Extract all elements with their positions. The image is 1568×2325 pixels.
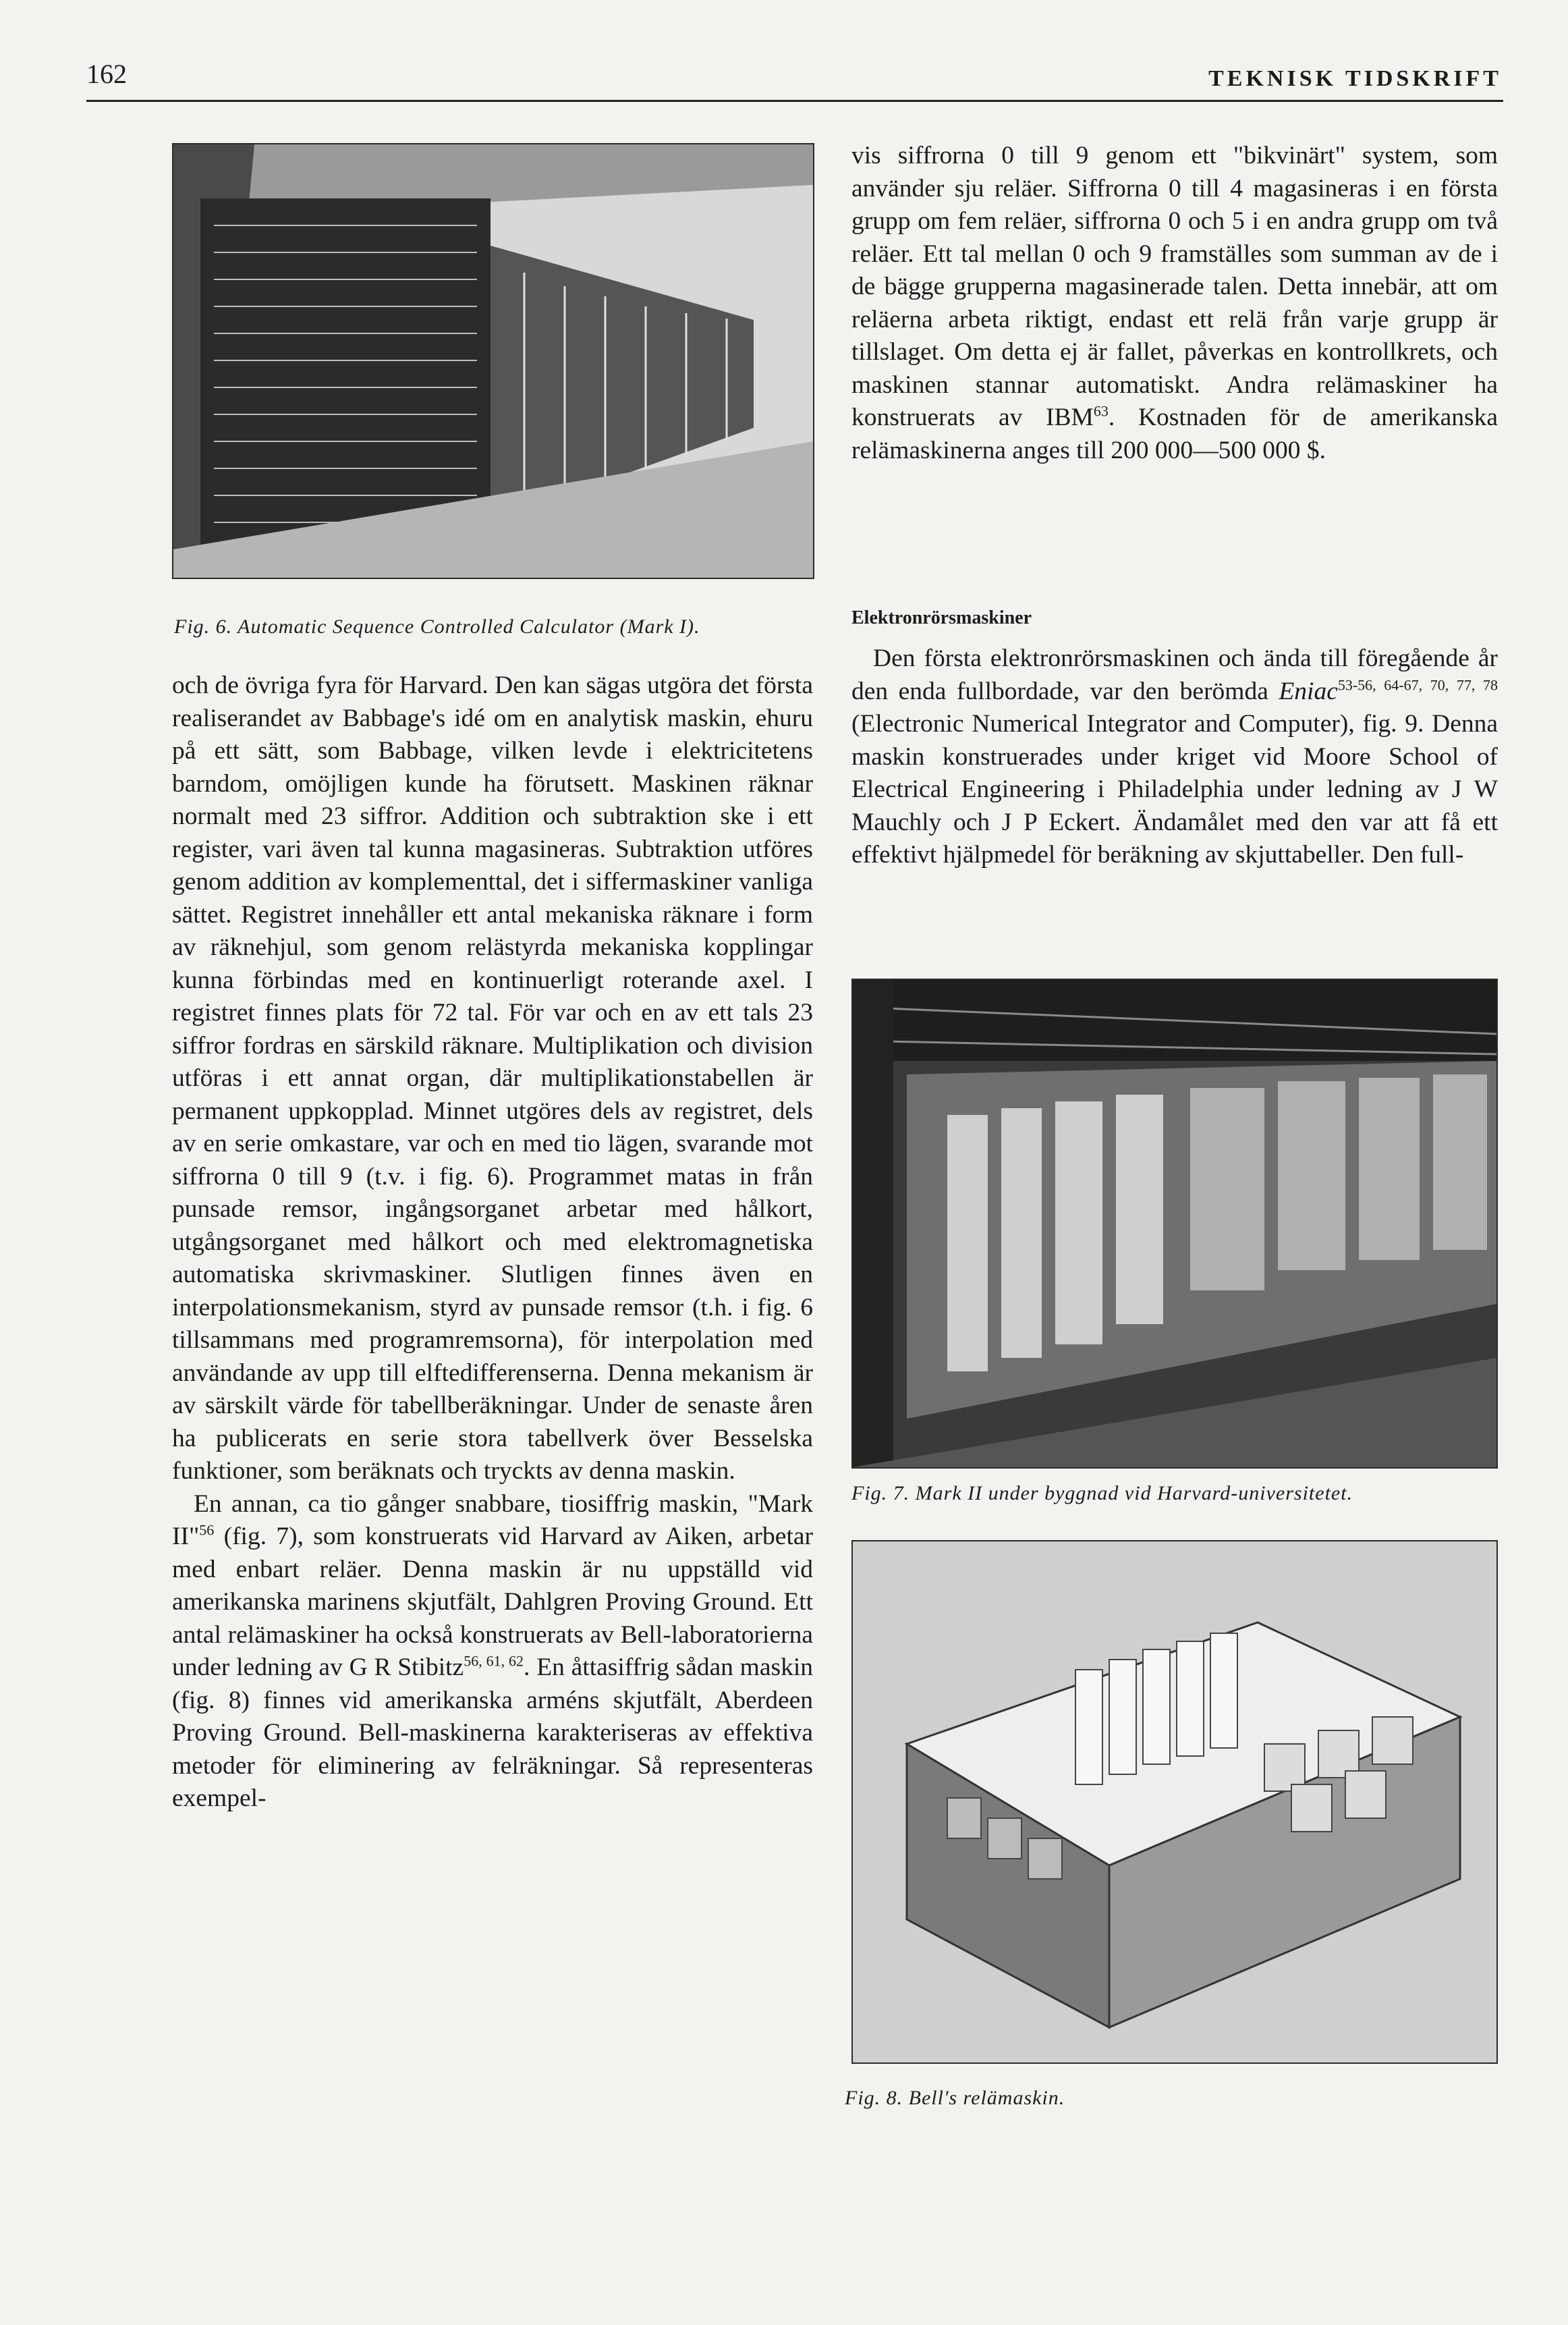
figure-7-caption: Fig. 7. Mark II under byggnad vid Harvard-universitetet. [851, 1482, 1353, 1504]
figure-6-photo [172, 143, 814, 579]
journal-title: TEKNISK TIDSKRIFT [1208, 66, 1502, 91]
left-paragraph-1: och de övriga fyra för Harvard. Den kan sägas utgöra det första realiserandet av Babbage's idé om en analytisk maskin, ehuru på ett sätt, som Babbage, vilken levde i elektricitetens barndom, omöjligen kunde ha förutsett. Maskinen räknar normalt med 23 siffror. Addition och subtraktion ske i ett register, vari även tal kunna magasineras. Subtraktion utföres genom addition av komplementtal, det i siffermaskiner vanliga sättet. Registret innehåller ett antal mekaniska räknare i form av räknehjul, som genom relästyrda mekaniska kopplingar kunna förbindas med en kontinuerligt roterande axel. I registret finnes plats för 72 tal. För var och en av ett tals 23 siffror fordras en särskild räknare. Multiplikation och division utföras i ett annat organ, där multiplikationstabellen är permanent uppkopplad. Minnet utgöres dels av registret, dels av en serie omkastare, var och en med tio lägen, svarande mot siffrorna 0 till 9 (t.v. i fig. 6). Programmet matas in från punsade remsor, ingångsorganet arbetar med hålkort, utgångsorganet med hålkort och med elektromagnetiska automatiska skrivmaskiner. Slutligen finnes även en interpolationsmekanism, styrd av punsade remsor (t.h. i fig. 6 tillsammans med programremsorna), för interpolation med användande av upp till elftedifferenserna. Denna mekanism är av särskilt värde för tabellberäkningar. Under de senaste åren ha publicerats en serie stora tabellverk över Besselska funktioner, som beräknats och tryckts av denna maskin. [172, 672, 813, 1485]
figure-8-caption: Fig. 8. Bell's relämaskin. [845, 2087, 1065, 2109]
page-number: 162 [86, 59, 127, 89]
right-paragraph-1: vis siffrorna 0 till 9 genom ett "bikvinärt" system, som använder sju reläer. Siffrorna 0 till 4 magasineras i en första grupp om fem reläer, siffrorna 0 och 5 i en andra grupp om två reläer. Ett tal mellan 0 och 9 framställes som summan av de i de bägge grupperna magasinerade talen. Detta innebär, att om reläerna arbeta riktigt, endast ett relä från varje grupp är tillslaget. Om detta ej är fallet, påverkas en kontrollkrets, och maskinen stannar automatiskt. Andra relämaskiner ha konstruerats av IBM$^{63}$. Kostnaden för de amerikanska relämaskinerna anges till 200 000—500 000 $. [851, 142, 1499, 464]
figure-8-illustration [851, 1540, 1498, 2064]
left-paragraph-2: En annan, ca tio gånger snabbare, tiosiffrig maskin, "Mark II"$^{56}$ (fig. 7), som konstruerats vid Harvard av Aiken, arbetar med enbart reläer. Denna maskin är nu uppställd vid amerikanska marinens skjutfält, Dahlgren Proving Ground. Ett antal relämaskiner ha också konstruerats av Bell-laboratorierna under ledning av G R Stibitz$^{56, 61, 62}$. En åttasiffrig sådan maskin (fig. 8) finnes vid amerikanska arméns skjutfält, Aberdeen Proving Ground. Bell-maskinerna karakteriseras av effektiva metoder för eliminering av felräkningar. Så representeras exempel- [172, 1489, 813, 1812]
section-heading: Elektronrörsmaskiner [851, 607, 1032, 628]
header-rule [86, 100, 1503, 102]
figure-7-photo [851, 979, 1498, 1469]
right-paragraph-2: Den första elektronrörsmaskinen och ända till föregående år den enda fullbordade, var den berömda Eniac$^{53-56, 64-67, 70, 77, 78}$ (Electronic Numerical Integrator and Computer), fig. 9. Denna maskin konstruerades under kriget vid Moore School of Electrical Engineering i Philadelphia under ledning av J W Mauchly och J P Eckert. Ändamålet med den var att få ett effektivt hjälpmedel för beräkning av skjuttabeller. Den full- [851, 645, 1498, 869]
right-column-text-mid [851, 642, 1498, 872]
figure-6-caption: Fig. 6. Automatic Sequence Controlled Calculator (Mark I). [174, 616, 700, 638]
right-column-text-top [851, 140, 1498, 467]
left-column-text [172, 669, 813, 1815]
